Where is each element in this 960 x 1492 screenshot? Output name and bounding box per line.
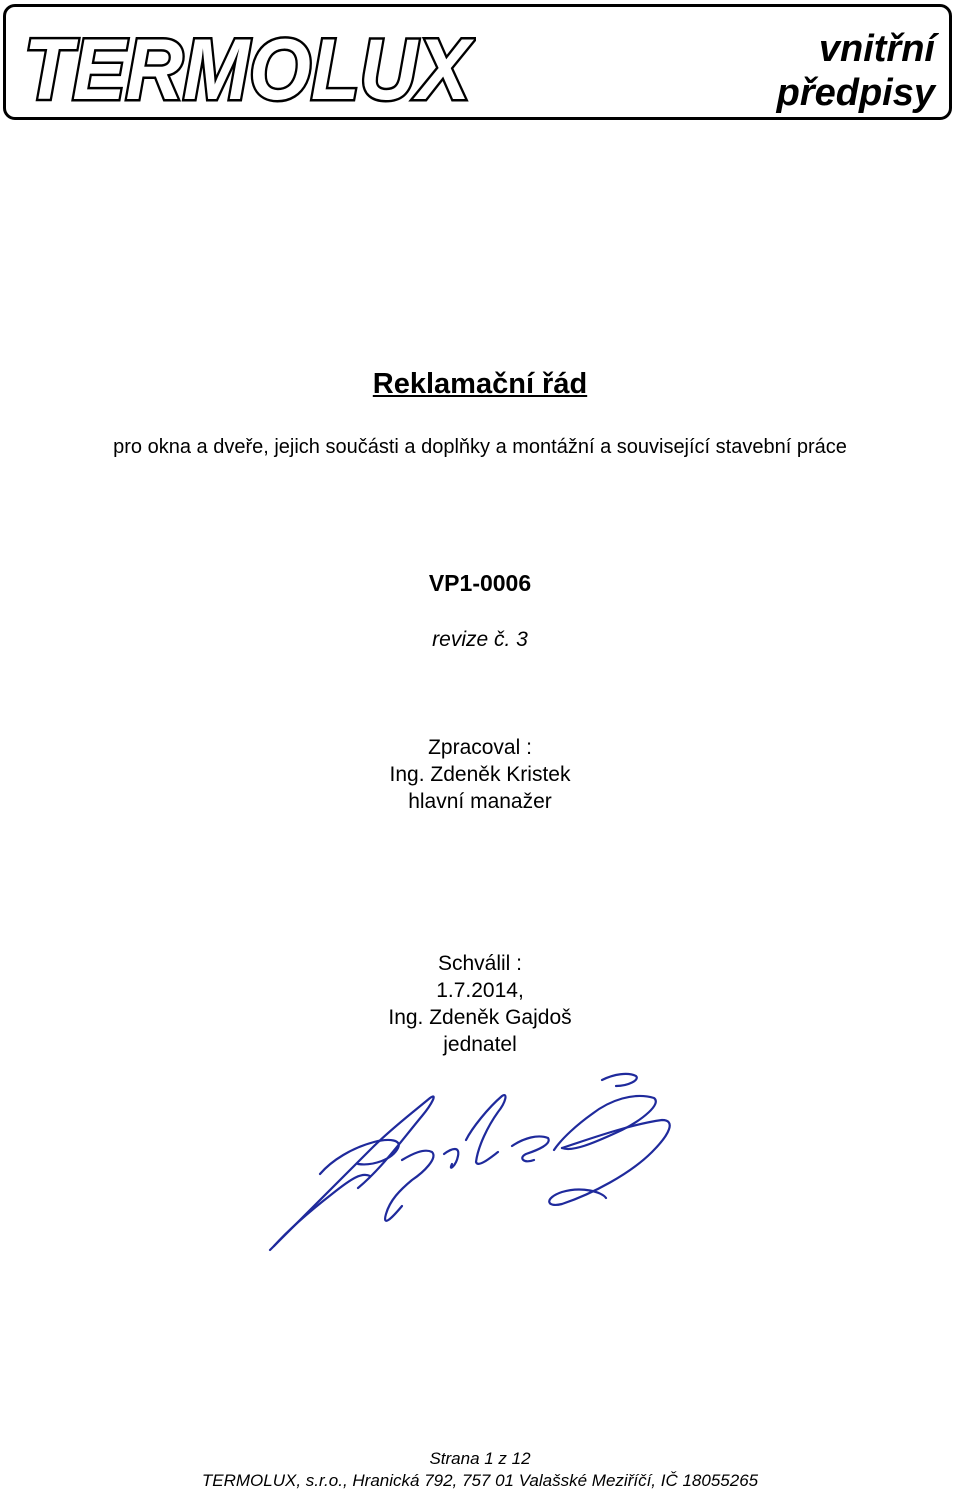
company-info: TERMOLUX, s.r.o., Hranická 792, 757 01 Valašské Meziříčí, IČ 18055265 bbox=[201, 1471, 759, 1490]
header-box bbox=[3, 4, 952, 120]
prepared-by-role: hlavní manažer bbox=[408, 790, 552, 813]
page-footer bbox=[0, 1448, 960, 1492]
document-title: Reklamační řád bbox=[372, 368, 588, 400]
section-label bbox=[777, 27, 935, 115]
company-logo bbox=[20, 21, 476, 113]
approved-by-date: 1.7.2014, bbox=[436, 979, 524, 1002]
approved-by-block bbox=[0, 950, 960, 1058]
approved-by-name: Ing. Zdeněk Gajdoš bbox=[388, 1006, 572, 1029]
document-revision: revize č. 3 bbox=[432, 628, 528, 651]
document-subtitle: pro okna a dveře, jejich součásti a doplňky a montážní a související stavební práce bbox=[113, 436, 847, 458]
page-number: Strana 1 z 12 bbox=[429, 1449, 531, 1468]
approved-by-role: jednatel bbox=[443, 1033, 517, 1056]
document-code: VP1-0006 bbox=[428, 570, 532, 596]
prepared-by-name: Ing. Zdeněk Kristek bbox=[389, 763, 571, 786]
logo-text: TERMOLUX bbox=[24, 22, 475, 113]
signature bbox=[262, 1068, 682, 1264]
prepared-by-label: Zpracoval : bbox=[428, 736, 532, 759]
section-label-line1: vnitřní bbox=[818, 28, 935, 70]
approved-by-label: Schválil : bbox=[437, 952, 523, 975]
section-label-line2: předpisy bbox=[776, 72, 935, 114]
prepared-by-block bbox=[0, 734, 960, 815]
